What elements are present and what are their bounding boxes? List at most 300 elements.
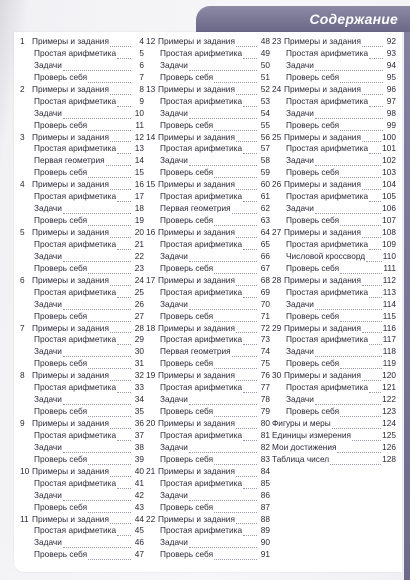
toc-entry[interactable] (146, 525, 270, 537)
toc-entry[interactable] (146, 430, 270, 442)
toc-page-number: 66 (260, 250, 270, 261)
toc-entry[interactable] (272, 60, 396, 72)
toc-dot-leader (117, 385, 131, 393)
toc-dot-leader (243, 194, 257, 202)
toc-entry[interactable] (272, 227, 396, 239)
toc-entry-title: Простая арифметика (34, 238, 117, 249)
toc-entry[interactable] (146, 36, 270, 48)
toc-entry[interactable] (20, 263, 144, 275)
toc-entry[interactable] (146, 227, 270, 239)
toc-page-number: 36 (134, 418, 144, 428)
toc-dot-leader (117, 433, 131, 441)
toc-page-number: 42 (134, 489, 144, 500)
toc-entry[interactable] (20, 454, 144, 466)
toc-dot-leader (362, 325, 382, 333)
toc-dot-leader (236, 373, 257, 381)
toc-page-number: 99 (386, 119, 396, 130)
toc-lesson-number: 15 (146, 179, 156, 190)
toc-entry[interactable] (146, 346, 270, 358)
toc-entry-title: Простая арифметика (34, 429, 117, 440)
toc-entry[interactable] (20, 478, 144, 490)
toc-entry[interactable] (20, 227, 144, 239)
toc-entry-title: Проверь себя (160, 501, 214, 512)
toc-dot-leader (366, 254, 382, 262)
toc-entry[interactable] (272, 275, 396, 287)
toc-entry[interactable] (146, 358, 270, 370)
toc-entry[interactable] (146, 299, 270, 311)
toc-dot-leader (63, 493, 131, 501)
toc-dot-leader (243, 242, 257, 250)
toc-dot-leader (88, 409, 131, 417)
toc-entry[interactable] (146, 108, 270, 120)
toc-page-number: 26 (134, 298, 144, 309)
toc-lesson-number: 24 (272, 83, 282, 94)
toc-entry[interactable] (146, 442, 270, 454)
toc-entry[interactable] (272, 311, 396, 323)
toc-dot-leader (362, 182, 381, 190)
toc-dot-leader (340, 75, 383, 83)
toc-entry[interactable] (272, 72, 396, 84)
toc-entry-title: Задачи (34, 441, 62, 452)
toc-dot-leader (315, 111, 383, 119)
toc-page-number: 32 (134, 370, 144, 381)
toc-entry[interactable] (20, 36, 144, 48)
toc-entry[interactable] (20, 275, 144, 287)
toc-entry[interactable] (20, 311, 144, 323)
toc-page-number: 14 (134, 155, 144, 166)
toc-lesson-number: 3 (20, 131, 25, 142)
toc-entry[interactable] (20, 60, 144, 72)
toc-entry[interactable] (20, 179, 144, 191)
toc-page-number: 39 (134, 453, 144, 464)
toc-dot-leader (189, 254, 257, 262)
toc-entry[interactable] (272, 394, 396, 406)
toc-entry[interactable] (20, 346, 144, 358)
toc-entry[interactable] (272, 406, 396, 418)
toc-lesson-number: 14 (146, 131, 156, 142)
toc-dot-leader (362, 39, 383, 47)
toc-page-number: 117 (382, 334, 396, 345)
toc-entry[interactable] (146, 287, 270, 299)
toc-entry[interactable] (146, 132, 270, 144)
toc-entry[interactable] (146, 382, 270, 394)
toc-entry-title: Примеры и задания (158, 83, 235, 94)
toc-entry[interactable] (146, 60, 270, 72)
toc-entry[interactable] (20, 132, 144, 144)
toc-entry[interactable] (146, 84, 270, 96)
toc-entry[interactable] (20, 48, 144, 60)
toc-page-number: 7 (139, 71, 144, 82)
toc-entry[interactable] (146, 454, 270, 466)
toc-dot-leader (369, 385, 381, 393)
toc-dot-leader (236, 182, 257, 190)
toc-entry[interactable] (146, 514, 270, 526)
toc-entry-title: Примеры и задания (32, 322, 109, 333)
toc-entry[interactable] (272, 287, 396, 299)
toc-dot-leader (352, 433, 381, 441)
toc-entry[interactable] (272, 191, 396, 203)
toc-page-number: 101 (382, 143, 396, 154)
toc-entry-title: Примеры и задания (158, 131, 235, 142)
toc-entry[interactable] (272, 203, 396, 215)
toc-entry[interactable] (20, 466, 144, 478)
toc-entry-title: Числовой кроссворд (286, 250, 366, 261)
toc-entry[interactable] (272, 370, 396, 382)
toc-entry-title: Примеры и задания (284, 179, 361, 190)
toc-lesson-number: 22 (146, 513, 156, 524)
toc-entry-title: Проверь себя (34, 262, 88, 273)
toc-entry-title: Примеры и задания (158, 322, 235, 333)
toc-entry-title: Примеры и задания (284, 370, 361, 381)
toc-entry[interactable] (20, 239, 144, 251)
toc-page-number: 59 (260, 167, 270, 178)
toc-entry[interactable] (20, 334, 144, 346)
toc-entry-title: Проверь себя (160, 167, 214, 178)
toc-entry-title: Проверь себя (34, 358, 88, 369)
toc-dot-leader (332, 421, 381, 429)
toc-entry[interactable] (146, 370, 270, 382)
toc-entry[interactable] (20, 490, 144, 502)
toc-entry[interactable] (272, 263, 396, 275)
toc-dot-leader (117, 51, 131, 59)
toc-page-number: 83 (260, 453, 270, 464)
toc-entry-title: Проверь себя (286, 262, 340, 273)
toc-page-number: 96 (386, 83, 396, 94)
toc-entry[interactable] (146, 251, 270, 263)
toc-entry[interactable] (20, 299, 144, 311)
toc-dot-leader (330, 457, 381, 465)
toc-entry-title: Примеры и задания (158, 179, 235, 190)
toc-entry[interactable] (20, 394, 144, 406)
toc-entry[interactable] (272, 120, 396, 132)
toc-entry[interactable] (272, 299, 396, 311)
toc-page-number: 87 (260, 501, 270, 512)
toc-entry-title: Проверь себя (160, 71, 214, 82)
toc-dot-leader (369, 194, 381, 202)
toc-entry[interactable] (272, 132, 396, 144)
toc-page-number: 92 (386, 36, 396, 46)
toc-entry[interactable] (146, 179, 270, 191)
toc-entry[interactable] (146, 537, 270, 549)
toc-entry[interactable] (272, 48, 396, 60)
toc-dot-leader (63, 445, 131, 453)
toc-entry[interactable] (272, 179, 396, 191)
toc-dot-leader (63, 206, 131, 214)
toc-entry[interactable] (146, 143, 270, 155)
toc-entry[interactable] (146, 215, 270, 227)
toc-dot-leader (214, 218, 257, 226)
toc-entry[interactable] (272, 84, 396, 96)
toc-entry[interactable] (20, 549, 144, 561)
toc-entry-title: Проверь себя (286, 119, 340, 130)
toc-entry[interactable] (272, 334, 396, 346)
toc-entry[interactable] (272, 418, 396, 430)
toc-page-number: 107 (382, 215, 396, 226)
toc-page-number: 10 (134, 107, 144, 118)
toc-page-number: 91 (260, 549, 270, 560)
toc-entry[interactable] (20, 203, 144, 215)
toc-dot-leader (88, 266, 131, 274)
toc-entry-title: Задачи (286, 203, 314, 214)
toc-entry-title: Примеры и задания (32, 513, 109, 524)
toc-entry[interactable] (146, 418, 270, 430)
toc-entry-title: Простая арифметика (160, 525, 243, 536)
toc-page-number: 13 (134, 143, 144, 154)
toc-entry[interactable] (146, 263, 270, 275)
toc-entry[interactable] (20, 191, 144, 203)
toc-entry[interactable] (20, 215, 144, 227)
toc-entry[interactable] (20, 143, 144, 155)
toc-entry[interactable] (20, 358, 144, 370)
toc-entry-title: Примеры и задания (158, 465, 235, 476)
toc-entry[interactable] (146, 203, 270, 215)
toc-page-number: 73 (260, 334, 270, 345)
toc-entry-title: Проверь себя (286, 358, 340, 369)
toc-entry[interactable] (272, 382, 396, 394)
toc-entry[interactable] (272, 143, 396, 155)
toc-entry[interactable] (146, 334, 270, 346)
toc-entry[interactable] (20, 323, 144, 335)
toc-entry[interactable] (146, 120, 270, 132)
toc-dot-leader (189, 302, 257, 310)
toc-entry[interactable] (20, 84, 144, 96)
toc-dot-leader (362, 87, 383, 95)
toc-lesson-number: 23 (272, 36, 282, 46)
toc-page-number: 54 (260, 107, 270, 118)
toc-entry-title: Проверь себя (34, 167, 88, 178)
toc-entry[interactable] (272, 323, 396, 335)
toc-entry[interactable] (146, 191, 270, 203)
toc-entry[interactable] (272, 239, 396, 251)
toc-page-number: 22 (134, 250, 144, 261)
toc-page-number: 24 (134, 274, 144, 285)
toc-entry[interactable] (146, 502, 270, 514)
toc-entry-title: Проверь себя (34, 453, 88, 464)
toc-dot-leader (232, 349, 257, 357)
toc-dot-leader (340, 266, 382, 274)
toc-dot-leader (236, 87, 257, 95)
toc-entry[interactable] (20, 108, 144, 120)
toc-page-number: 86 (260, 489, 270, 500)
toc-dot-leader (236, 39, 257, 47)
toc-page-number: 93 (386, 47, 396, 58)
toc-dot-leader (88, 218, 131, 226)
toc-entry[interactable] (146, 96, 270, 108)
toc-lesson-number: 21 (146, 465, 156, 476)
toc-dot-leader (63, 63, 131, 71)
toc-column-3 (272, 36, 396, 466)
toc-entry-title: Первая геометрия (160, 346, 231, 357)
toc-lesson-number: 13 (146, 83, 156, 94)
toc-dot-leader (63, 349, 131, 357)
toc-entry[interactable] (146, 406, 270, 418)
toc-page-number: 52 (260, 83, 270, 94)
toc-entry[interactable] (272, 96, 396, 108)
toc-lesson-number: 2 (20, 83, 25, 94)
toc-entry-title: Примеры и задания (32, 83, 109, 94)
toc-dot-leader (214, 361, 257, 369)
toc-lesson-number: 26 (272, 179, 282, 190)
toc-entry[interactable] (146, 48, 270, 60)
toc-entry[interactable] (20, 514, 144, 526)
toc-dot-leader (117, 481, 131, 489)
toc-entry[interactable] (146, 275, 270, 287)
toc-entry-title: Проверь себя (160, 310, 214, 321)
toc-entry-title: Проверь себя (34, 310, 88, 321)
toc-dot-leader (63, 111, 131, 119)
toc-entry-title: Примеры и задания (284, 131, 361, 142)
toc-entry-title: Задачи (34, 394, 62, 405)
toc-dot-leader (340, 409, 381, 417)
toc-lesson-number: 17 (146, 274, 156, 285)
toc-entry[interactable] (272, 251, 396, 263)
toc-entry[interactable] (20, 72, 144, 84)
toc-entry[interactable] (272, 36, 396, 48)
toc-entry-title: Мои достижения (272, 441, 337, 452)
toc-page-number: 58 (260, 155, 270, 166)
toc-entry[interactable] (146, 239, 270, 251)
toc-page-number: 95 (386, 71, 396, 82)
toc-dot-leader (117, 99, 131, 107)
toc-entry[interactable] (146, 394, 270, 406)
toc-dot-leader (362, 230, 381, 238)
toc-entry[interactable] (272, 346, 396, 358)
toc-dot-leader (369, 146, 381, 154)
toc-entry[interactable] (146, 323, 270, 335)
toc-entry[interactable] (146, 490, 270, 502)
toc-entry-title: Примеры и задания (158, 513, 235, 524)
toc-page-number: 105 (382, 191, 396, 202)
toc-entry[interactable] (20, 167, 144, 179)
toc-entry-title: Задачи (160, 441, 188, 452)
toc-entry-title: Примеры и задания (284, 274, 361, 285)
toc-entry[interactable] (146, 311, 270, 323)
toc-entry-title: Проверь себя (160, 406, 214, 417)
toc-entry[interactable] (272, 358, 396, 370)
toc-entry-title: Проверь себя (34, 71, 88, 82)
toc-page-number: 97 (386, 95, 396, 106)
toc-entry-title: Проверь себя (34, 215, 88, 226)
toc-entry-title: Задачи (34, 107, 62, 118)
toc-dot-leader (243, 385, 257, 393)
toc-lesson-number: 20 (146, 418, 156, 428)
toc-entry[interactable] (146, 167, 270, 179)
toc-dot-leader (340, 170, 381, 178)
toc-dot-leader (189, 63, 257, 71)
toc-dot-leader (369, 337, 382, 345)
toc-entry-title: Задачи (286, 298, 314, 309)
toc-entry[interactable] (272, 430, 396, 442)
toc-page-number: 60 (260, 179, 270, 190)
toc-dot-leader (88, 505, 131, 513)
toc-entry[interactable] (20, 418, 144, 430)
toc-page-number: 70 (260, 298, 270, 309)
toc-dot-leader (110, 39, 131, 47)
toc-page-number: 63 (260, 215, 270, 226)
toc-dot-leader (236, 421, 257, 429)
toc-dot-leader (63, 254, 131, 262)
toc-page-number: 100 (382, 131, 396, 142)
toc-entry[interactable] (20, 502, 144, 514)
toc-entry[interactable] (20, 442, 144, 454)
toc-dot-leader (236, 230, 257, 238)
toc-entry[interactable] (146, 478, 270, 490)
toc-dot-leader (369, 99, 383, 107)
toc-entry[interactable] (20, 120, 144, 132)
toc-page-number: 103 (382, 167, 396, 178)
toc-entry[interactable] (146, 155, 270, 167)
toc-entry[interactable] (20, 430, 144, 442)
toc-entry-title: Простая арифметика (160, 334, 243, 345)
toc-entry-title: Задачи (160, 107, 188, 118)
toc-entry-title: Примеры и задания (158, 370, 235, 381)
toc-page-number: 89 (260, 525, 270, 536)
toc-page-number: 90 (260, 537, 270, 548)
toc-entry[interactable] (272, 454, 396, 466)
toc-lesson-number: 25 (272, 131, 282, 142)
toc-entry[interactable] (146, 72, 270, 84)
toc-entry-title: Простая арифметика (160, 238, 243, 249)
toc-page-number: 16 (134, 179, 144, 190)
toc-entry-title: Примеры и задания (32, 465, 109, 476)
toc-entry[interactable] (146, 549, 270, 561)
toc-entry-title: Простая арифметика (160, 477, 243, 488)
toc-dot-leader (189, 111, 257, 119)
toc-entry-title: Простая арифметика (160, 47, 243, 58)
toc-entry-title: Простая арифметика (34, 191, 117, 202)
toc-entry[interactable] (20, 251, 144, 263)
toc-page-number: 47 (134, 549, 144, 560)
toc-entry[interactable] (20, 287, 144, 299)
toc-entry[interactable] (20, 382, 144, 394)
toc-dot-leader (369, 51, 383, 59)
toc-dot-leader (106, 158, 131, 166)
toc-entry[interactable] (20, 155, 144, 167)
toc-entry[interactable] (272, 442, 396, 454)
toc-dot-leader (88, 123, 131, 131)
toc-dot-leader (189, 445, 257, 453)
toc-page-number: 125 (382, 429, 396, 440)
toc-page-number: 48 (260, 36, 270, 46)
toc-dot-leader (243, 146, 257, 154)
toc-entry-title: Простая арифметика (160, 382, 243, 393)
toc-page-number: 8 (139, 83, 144, 94)
toc-dot-leader (88, 314, 131, 322)
toc-entry[interactable] (20, 537, 144, 549)
toc-entry[interactable] (272, 215, 396, 227)
toc-entry[interactable] (20, 406, 144, 418)
toc-entry[interactable] (272, 155, 396, 167)
toc-page-number: 18 (134, 203, 144, 214)
toc-entry[interactable] (20, 525, 144, 537)
toc-dot-leader (110, 373, 131, 381)
toc-page-number: 71 (260, 310, 270, 321)
toc-dot-leader (88, 361, 131, 369)
toc-dot-leader (243, 481, 257, 489)
toc-entry[interactable] (272, 167, 396, 179)
toc-page-number: 35 (134, 406, 144, 417)
toc-entry[interactable] (272, 108, 396, 120)
toc-entry-title: Примеры и задания (32, 274, 109, 285)
toc-lesson-number: 6 (20, 274, 25, 285)
toc-page-number: 104 (382, 179, 396, 190)
toc-entry[interactable] (20, 96, 144, 108)
toc-lesson-number: 29 (272, 322, 282, 333)
toc-page-number: 118 (382, 346, 396, 357)
toc-entry[interactable] (146, 466, 270, 478)
toc-entry[interactable] (20, 370, 144, 382)
toc-dot-leader (243, 433, 257, 441)
